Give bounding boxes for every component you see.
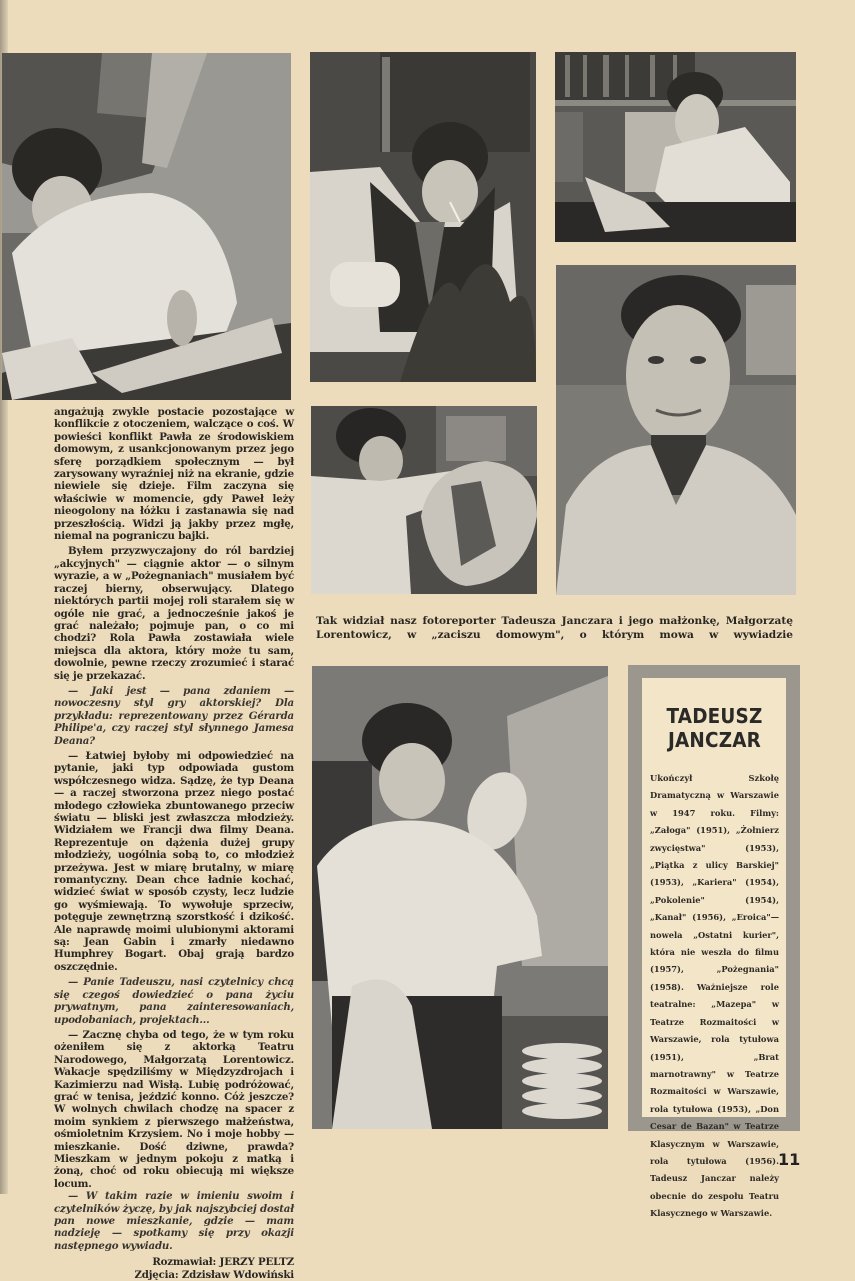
interviewer-credit: Rozmawiał: JERZY PELTZ <box>152 1256 294 1269</box>
page-number: 11 <box>778 1150 801 1169</box>
bio-name <box>655 704 774 752</box>
bio-name-last: JANCZAR <box>667 728 762 752</box>
photo-portrait <box>556 265 796 595</box>
interview-question-1: — Jaki jest — pana zdaniem — nowoczesny styl gry aktorskiej? Dla przykładu: reprezentowany przez Gérarda Philipe'a, czy raczej styl słynnego Jamesa Deana? <box>54 684 294 747</box>
article-column <box>54 406 294 1281</box>
photo-watering-plant <box>310 52 536 382</box>
photo-drying-dishes <box>312 666 608 1129</box>
article-paragraph-1: angażują zwykle postacie pozostające w konflikcie z otoczeniem, walczące o coś. W powieści konflikt Pawła ze środowiskiem domowym, z usankcjonowanym przez jego sferę porządkiem społecznym — był zarysowany wyraźniej niż na ekranie, gdzie niewiele się dzieje. Film zaczyna się właściwie w momencie, gdy Paweł leży nieogolony na łóżku i zastanawia się nad przeszłością. Widzi ją jakby przez mgłę, niemal na pograniczu bajki. <box>54 406 294 543</box>
bio-text: Ukończył Szkołę Dramatyczną w Warszawie w 1947 roku. Filmy: „Załoga" (1951), „Żołnierz zwycięstwa" (1953), „Piątka z ulicy Barskiej" (1953), „Kariera" (1954), „Pokolenie" (1954), „Kanał" (1956), „Eroica"— nowela „Ostatni kurier", która nie weszła do filmu (1957), „Pożegnania" (1958). Ważniejsze role teatralne: „Mazepa" w Teatrze Rozmaitości w Warszawie, rola tytułowa (1951), „Brat marnotrawny" w Teatrze Rozmaitości w Warszawie, rola tytułowa (1953), „Don Cesar de Bazan" w Teatrze Klasycznym w Warszawie, rola tytułowa (1956). Tadeusz Janczar należy obecnie do zespołu Teatru Klasycznego w Warszawie. <box>650 773 779 1219</box>
photo-holding-painting <box>311 406 537 594</box>
bio-name-first: TADEUSZ <box>666 704 763 728</box>
photo-reading-at-desk <box>555 52 796 242</box>
photographer-credit: Zdjęcia: Zdzisław Wdowiński <box>134 1268 294 1281</box>
photo-caption: Tak widział nasz fotoreporter Tadeusza Janczara i jego małżonkę, Małgorzatę Lorentowicz, w „zaciszu domowym", o którym mowa w wywiadzie <box>316 615 793 641</box>
photo-reading-magazine <box>2 53 291 400</box>
interview-question-2: — Panie Tadeuszu, nasi czytelnicy chcą się czegoś dowiedzieć o pana życiu prywatnym, pana zainteresowaniach, upodobaniach, projektach... <box>54 976 294 1026</box>
article-paragraph-4: — Zacznę chyba od tego, że w tym roku ożeniłem się z aktorką Teatru Narodowego, Małgorzatą Lorentowicz. Wakacje spędziliśmy w Międzyzdrojach i Kazimierzu nad Wisłą. Lubię podróżować, grać w tenisa, jeździć konno. Cóż jeszcze? W wolnych chwilach chodzę na spacer z moim synkiem z pierwszego małżeństwa, ośmioletnim Krzysiem. No i moje hobby — mieszkanie. Dość dziwne, prawda? Mieszkam w jednym pokoju z matką i żoną, choć od roku obiecują mi większe locum. <box>54 1028 294 1190</box>
bio-panel <box>642 678 786 1219</box>
article-paragraph-2: Byłem przyzwyczajony do ról bardziej „akcyjnych" — ciągnie aktor — o silnym wyrazie, a w „Pożegnaniach" musiałem być raczej bierny, obserwujący. Dlatego niektórych partii mojej roli starałem się w ogóle nie grać, a jednocześnie jakoś je grać należało; pojmuje pan, o co mi chodzi? Rola Pawła zostawiała wiele miejsca dla aktora, który może tu sam, dowolnie, pewne rzeczy zrozumieć i starać się je przekazać. <box>54 545 294 682</box>
article-paragraph-3: — Łatwiej byłoby mi odpowiedzieć na pytanie, jaki typ odpowiada gustom współczesnego widza. Sądzę, że typ Deana — a raczej stworzona przez niego postać młodego człowieka zbuntowanego przeciw światu — bliski jest zwłaszcza młodzieży. Widziałem we Francji dwa filmy Deana. Reprezentuje on dążenia dużej grupy młodzieży, uogólnia sobą to, co młodzież przeżywa. Jest w miarę brutalny, w miarę romantyczny. Dean chce ładnie kochać, widzieć świat w sposób czysty, lecz ludzie go wyśmiewają. To wywołuje sprzeciw, potęguje zewnętrzną szorstkość i dzikość. Ale naprawdę moimi ulubionymi aktorami są: Jean Gabin i zmarły niedawno Humphrey Bogart. Obaj grają bardzo oszczędnie. <box>54 749 294 973</box>
interview-closing: — W takim razie w imieniu swoim i czytelników życzę, by jak najszybciej dostał pan nowe mieszkanie, gdzie — mam nadzieję — spotkamy się przy okazji następnego wywiadu. <box>54 1190 294 1252</box>
credits <box>54 1256 294 1281</box>
